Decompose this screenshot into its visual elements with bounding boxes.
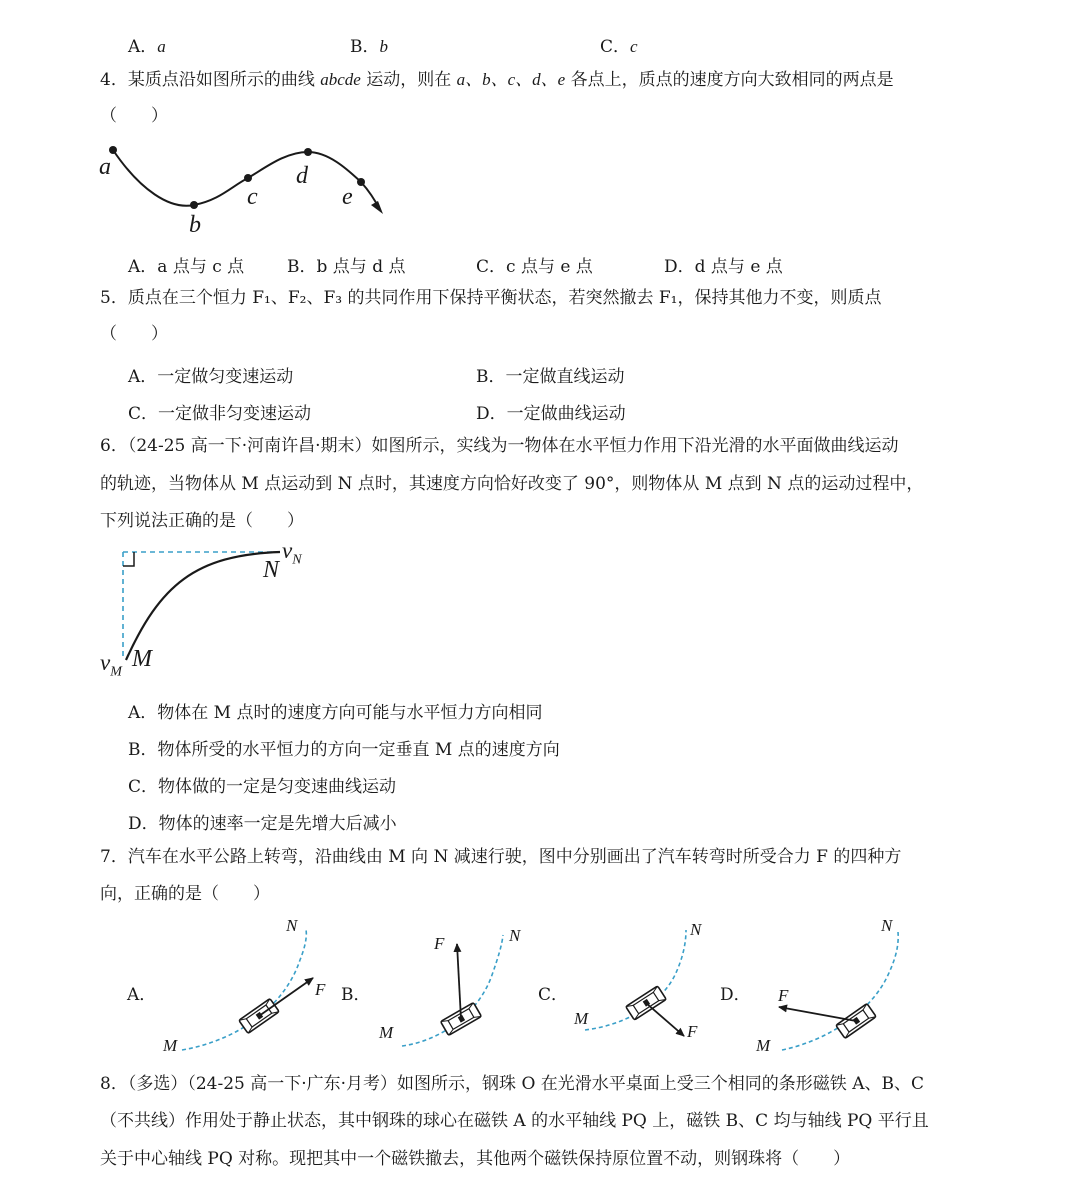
option-text: c 点与 e 点	[506, 257, 593, 277]
q6-label-M: M	[132, 646, 152, 672]
question-number: 8．	[100, 1074, 128, 1094]
v-symbol: v	[282, 538, 293, 563]
option-text: a 点与 c 点	[157, 257, 245, 277]
q7-b-label-F: F	[434, 934, 445, 953]
q7-option-c[interactable]: C．	[538, 985, 569, 1005]
q7-option-d[interactable]: D．	[720, 985, 751, 1005]
q7-b-label-N: N	[509, 926, 521, 945]
q7-c-label-F: F	[687, 1022, 698, 1041]
q7-d-label-N: N	[881, 916, 893, 935]
question-number: 5．	[100, 288, 128, 308]
stem-var: abcde	[320, 70, 361, 89]
q6-line3: 下列说法正确的是（ ）	[100, 511, 304, 531]
option-letter: D．	[476, 404, 507, 424]
q6-line2: 的轨迹，当物体从 M 点运动到 N 点时，其速度方向恰好改变了 90°，则物体从 M 点到 N 点的运动过程中，	[100, 474, 924, 494]
q6-label-N: N	[263, 557, 280, 583]
option-text: 物体做的一定是匀变速曲线运动	[158, 777, 397, 797]
q7-a-label-N: N	[286, 916, 298, 935]
option-letter: A．	[128, 257, 158, 277]
q7-option-a[interactable]: A．	[127, 985, 157, 1005]
option-letter: A．	[128, 703, 158, 723]
v-symbol: v	[100, 650, 111, 675]
option-text: 一定做直线运动	[505, 367, 625, 387]
stem-text: 汽车在水平公路上转弯，沿曲线由 M 向 N 减速行驶，图中分别画出了汽车转弯时所受合力 F 的四种方	[127, 847, 902, 867]
q4-label-e: e	[342, 184, 353, 210]
stem-text: 质点在三个恒力 F₁、F₂、F₃ 的共同作用下保持平衡状态，若突然撤去 F₁，保持其他力不变，则质点	[127, 288, 882, 308]
q7-d-label-M: M	[756, 1036, 771, 1055]
option-letter: C．	[476, 257, 507, 277]
stem-text: （24-25 高一下·河南许昌·期末）如图所示，实线为一物体在水平恒力作用下沿光滑的水平面做曲线运动	[127, 436, 899, 456]
q7-c-label-M: M	[574, 1009, 589, 1028]
option-letter: D．	[128, 814, 159, 834]
stem-text: 各点上，质点的速度方向大致相同的两点是	[570, 70, 894, 90]
option-text: c	[630, 37, 638, 56]
stem-text: 运动，则在	[366, 70, 452, 90]
q7-figure-b	[402, 935, 503, 1046]
question-number: 7．	[100, 847, 128, 867]
option-letter: C．	[128, 404, 159, 424]
option-letter: A．	[128, 367, 158, 387]
stem-text: 某质点沿如图所示的曲线	[127, 70, 315, 90]
option-letter: B．	[128, 740, 158, 760]
option-letter: D．	[664, 257, 695, 277]
q7-option-b[interactable]: B．	[341, 985, 371, 1005]
q7-b-label-M: M	[379, 1023, 394, 1042]
option-letter: B．	[476, 367, 506, 387]
q4-paren: （ ）	[100, 106, 168, 126]
option-letter: B．	[350, 37, 380, 57]
stem-text: （多选）（24-25 高一下·广东·月考）如图所示，钢珠 O 在光滑水平桌面上受三个相同的条形磁铁 A、B、C	[127, 1074, 924, 1094]
q7-figure-a	[182, 930, 313, 1050]
v-subscript: N	[292, 552, 302, 568]
q8-line2: （不共线）作用处于静止状态，其中钢珠的球心在磁铁 A 的水平轴线 PQ 上，磁铁 B、C 均与轴线 PQ 平行且	[100, 1111, 929, 1131]
q7-c-label-N: N	[690, 920, 702, 939]
option-text: b	[379, 37, 388, 56]
q7-line2: 向，正确的是（ ）	[100, 884, 270, 904]
q8-line3: 关于中心轴线 PQ 对称。现把其中一个磁铁撤去，其他两个磁铁保持原位置不动，则钢珠将（ ）	[100, 1149, 851, 1169]
q4-label-d: d	[296, 163, 308, 189]
option-text: a	[157, 37, 166, 56]
q8-line1	[100, 1066, 924, 1102]
option-text: 一定做匀变速运动	[157, 367, 294, 387]
v-subscript: M	[110, 664, 122, 680]
option-text: 一定做曲线运动	[506, 404, 626, 424]
q7-a-label-M: M	[163, 1036, 178, 1055]
option-letter: A．	[128, 37, 158, 57]
option-text: 物体所受的水平恒力的方向一定垂直 M 点的速度方向	[157, 740, 560, 760]
question-number: 4．	[100, 70, 128, 90]
option-text: 物体在 M 点时的速度方向可能与水平恒力方向相同	[157, 703, 543, 723]
option-letter: B．	[287, 257, 317, 277]
q7-d-label-F: F	[778, 986, 789, 1005]
q5-paren: （ ）	[100, 324, 168, 344]
stem-points: a、b、c、d、e	[456, 70, 566, 89]
q7-figure-c	[585, 930, 686, 1036]
q4-label-c: c	[247, 184, 258, 210]
option-letter: C．	[600, 37, 631, 57]
option-text: b 点与 d 点	[316, 257, 406, 277]
question-number: 6．	[100, 436, 128, 456]
q4-label-a: a	[99, 154, 111, 180]
option-text: 物体的速率一定是先增大后减小	[158, 814, 397, 834]
q7-figure-d	[779, 932, 898, 1050]
q7-a-label-F: F	[315, 980, 326, 999]
q4-label-b: b	[189, 212, 201, 238]
option-text: 一定做非匀变速运动	[158, 404, 312, 424]
option-text: d 点与 e 点	[694, 257, 783, 277]
option-letter: C．	[128, 777, 159, 797]
